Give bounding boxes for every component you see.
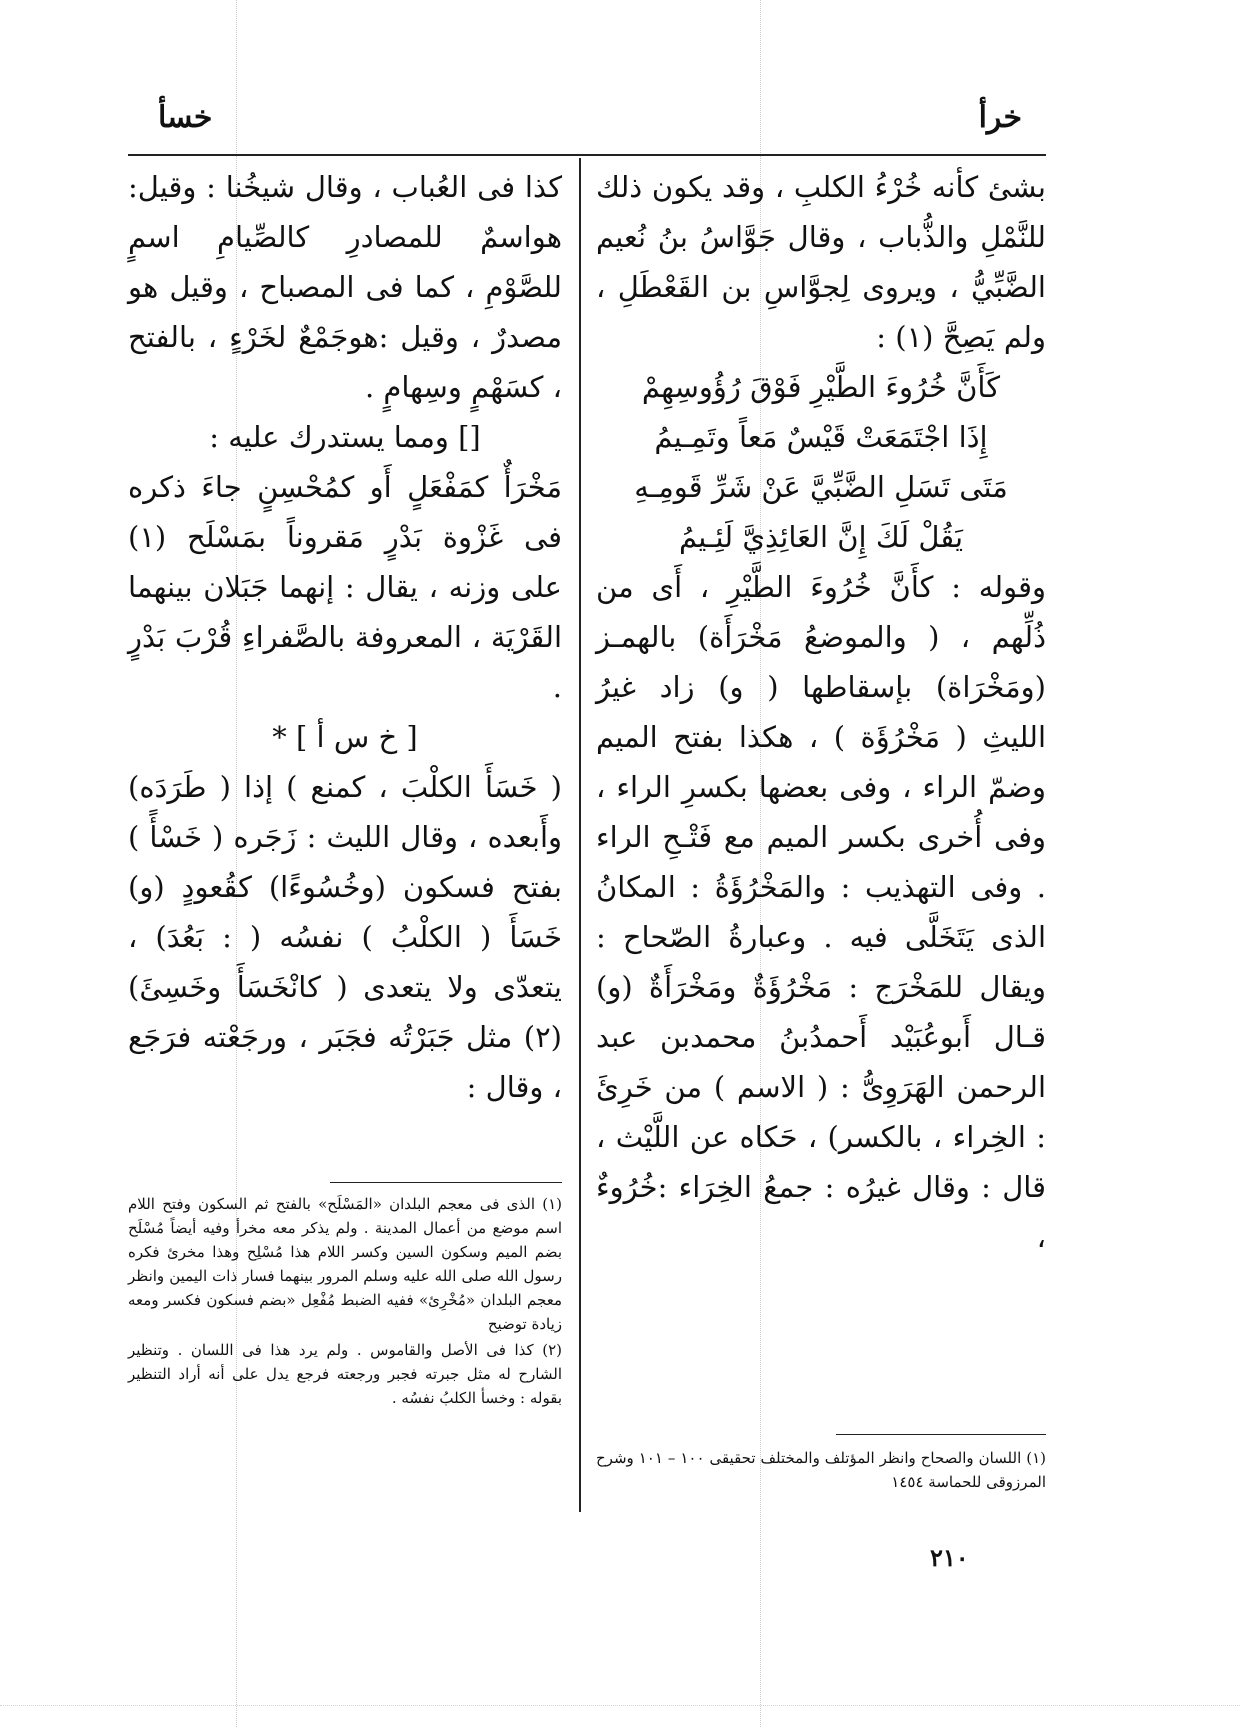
verse-line: يَقُلْ لَكَ إِنَّ العَائِذِيَّ لَئِـيمُ bbox=[678, 520, 964, 554]
right-column bbox=[596, 162, 1046, 1262]
verse-line: مَتَى تَسَلِ الضَّبِّيَّ عَنْ شَرِّ قَومِـهِ bbox=[634, 470, 1008, 504]
paragraph: ( خَسَأَ الكلْبَ ، كمنع ) إذا ( طَرَدَه) وأَبعده ، وقال الليث : زَجَره ( خَسْأً ) بفتح فسكون (وخُسُوءًا) كقُعودٍ (و) خَسَأَ ( الكلْبُ ) نفسُه ( : بَعُدَ) ، يتعدّى ولا يتعدى ( كانْخَسَأَ وخَسِئَ) (٢) مثل جَبَرْتُه فجَبَر ، ورجَعْته فرَجَع ، وقال : bbox=[128, 770, 562, 1104]
footnote-rule bbox=[836, 1434, 1046, 1435]
footnote: (١) الذى فى معجم البلدان «المَسْلَح» بالفتح ثم السكون وفتح اللام اسم موضع من أعمال المدينة . ولم يذكر معه مخرأ وفيه أيضاً مُسْلَح بضم الميم وسكون السين وكسر اللام هذا مُسْلِح وهذا مخرئ فكره رسول الله صلى الله عليه وسلم المرور بينهما فسار ذات اليمين وانظر معجم البلدان «مُخْرِئ» ففيه الضبط مُفْعِل «بضم فسكون فكسر ومعه زيادة توضيح bbox=[128, 1195, 562, 1333]
paragraph: بشئ كأنه خُرْءُ الكلبِ ، وقد يكون ذلك للنَّمْلِ والذُّباب ، وقال جَوَّاسُ بنُ نُعيم الضَّبِّيُّ ، ويروى لِجوَّاسِ بن القَعْطَلِ ، ولم يَصِحَّ (١) : bbox=[596, 170, 1046, 354]
footnote-rule bbox=[330, 1182, 562, 1183]
scan-line bbox=[0, 1705, 1240, 1706]
footnote: (٢) كذا فى الأصل والقاموس . ولم يرد هذا فى اللسان . وتنظير الشارح له مثل جبرته فجبر ورجعته فرجع يدل على أنه أراد التنظير بقوله : وخسأ الكلبُ نفسُه . bbox=[128, 1341, 562, 1407]
page-number: ٢١٠ bbox=[930, 1543, 969, 1572]
footnotes-right bbox=[596, 1446, 1046, 1496]
header-rule bbox=[128, 154, 1046, 156]
paragraph: كذا فى العُباب ، وقال شيخُنا : وقيل: هواسمٌ للمصادرِ كالصِّيامِ اسمٍ للصَّوْمِ ، كما فى المصباح ، وقيل هو مصدرٌ ، وقيل :هوجَمْعٌ لخَرْءٍ ، بالفتح ، كسَهْمٍ وسِهامٍ . bbox=[128, 170, 562, 404]
left-column bbox=[128, 162, 562, 1112]
running-head-left: خسأ bbox=[158, 100, 213, 135]
footnote: (١) اللسان والصحاح وانظر المؤتلف والمختلف تحقيقى ١٠٠ – ١٠١ وشرح المرزوقى للحماسة ١٤٥٤ bbox=[596, 1449, 1046, 1491]
paragraph: وقوله : كأَنَّ خُرُوءَ الطَّيْرِ ، أَى من ذُلِّهم ، ( والموضعُ مَخْرَأَة) بالهمـز (ومَخْرَاة) بإسقاطها ( و) زاد غيرُ الليثِ ( مَخْرُؤَة ) ، هكذا بفتح الميم وضمّ الراء ، وفى بعضها بكسرِ الراء ، وفى أُخرى بكسر الميم مع فَتْـحِ الراء . وفى التهذيب : والمَخْرُؤَةُ : المكانُ الذى يَتَخَلَّى فيه . وعبارةُ الصّحاح : ويقال للمَخْرَج : مَخْرُؤَةٌ ومَخْرَأَةٌ (و) قـال أَبوعُبَيْد أَحمدُبنُ محمدبن عبد الرحمن الهَرَوِىُّ : ( الاسم ) من خَرِئَ : الخِراء ، بالكسر) ، حَكاه عن اللَّيْث ، قال : وقال غيرُه : جمعُ الخِرَاء :خُرُوءٌ ، bbox=[596, 570, 1046, 1254]
running-head-right: خرأ bbox=[978, 100, 1022, 135]
addendum-marker: [] ومما يستدرك عليه : bbox=[209, 420, 481, 454]
column-divider bbox=[579, 158, 581, 1512]
paragraph: مَخْرَأٌ كمَفْعَلٍ أَو كمُحْسِنٍ جاءَ ذكره فى غَزْوة بَدْرٍ مَقروناً بمَسْلَح (١) على وزنه ، يقال : إنهما جَبَلان بينهما القَرْيَة ، المعروفة بالصَّفراءِ قُرْبَ بَدْرٍ . bbox=[128, 470, 562, 704]
entry-heading: [ خ س أ ] * bbox=[272, 720, 418, 754]
footnotes-left bbox=[128, 1192, 562, 1412]
verse-line: كَأَنَّ خُرُوءَ الطَّيْرِ فَوْقَ رُؤُوسِهِمْ bbox=[641, 370, 1001, 404]
verse-line: إِذَا اجْتَمَعَتْ قَيْسٌ مَعاً وتَمِـيمُ bbox=[654, 420, 988, 454]
